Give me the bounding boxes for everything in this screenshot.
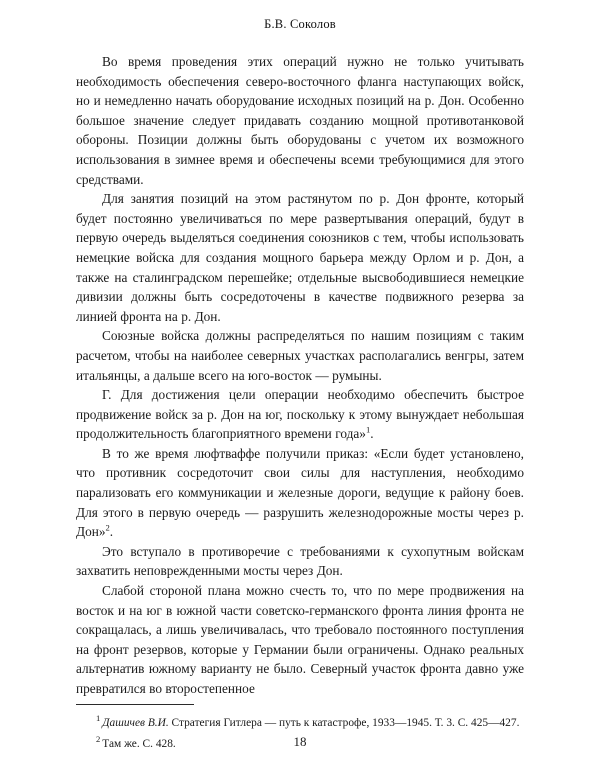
running-head: Б.В. Соколов [264, 17, 336, 31]
footnote-1-marker: 1 [96, 712, 101, 723]
page-number: 18 [293, 734, 307, 749]
footnote-2-text: Там же. С. 428. [102, 737, 176, 750]
paragraph-4-text: Г. Для достижения цели операции необходимо обеспечить быстрое продвижение войск за р. Дон на юг, поскольку к этому вынуждает небольшая продолжительность благоприятного времени года» [76, 387, 524, 442]
footnote-1-text: Стратегия Гитлера — путь к катастрофе, 1933—1945. Т. 3. С. 425—427. [168, 716, 520, 729]
document-page [0, 17, 600, 767]
footnote-separator [76, 704, 194, 705]
paragraph-3: Союзные войска должны распределяться по нашим позициям с таким расчетом, чтобы на наиболее северных участках располагались венгры, затем итальянцы, а дальше всего на юго-восток — румыны. [76, 328, 524, 383]
body-text-column [76, 52, 524, 699]
paragraph-7: Слабой стороной плана можно счесть то, что по мере продвижения на восток и на юг в южной части советско-германского фронта линия фронта не сокращалась, а лишь увеличивалась, что требовало постоянного поступления на фронт резервов, которые у Германии были ограничены. Однако реальных альтернатив южному варианту не было. Северный участок фронта давно уже превратился во второстепенное [76, 583, 524, 696]
paragraph-5: В то же время люфтваффе получили приказ: «Если будет установлено, что противник сосредоточит свои силы для наступления, необходимо парализовать его коммуникации и железные дороги, ведущие к району боев. Для этого в первую очередь — разрушить железнодорожные мосты через р. Дон»$^2$. [76, 445, 524, 540]
paragraph-4: Г. Для достижения цели операции необходимо обеспечить быстрое продвижение войск за р. Дон на юг, поскольку к этому вынуждает небольшая продолжительность благоприятного времени года»$^1$. [76, 387, 524, 442]
paragraph-1: Во время проведения этих операций нужно не только учитывать необходимость обеспечения северо-восточного фланга наступающих войск, но и немедленно начать оборудование исходных позиций на р. Дон. Особенно большое значение следует придавать созданию мощной противотанковой обороны. Позиции должны быть оборудованы с учетом их возможного использования в зимнее время и обеспечены всеми требующимися для этого средствами. [76, 54, 524, 187]
footnote-1-author: Дашичев В.И. [102, 716, 169, 729]
footnote-1 [76, 710, 524, 731]
footnote-ref-2: 2 [105, 522, 110, 533]
footnote-2-marker: 2 [96, 733, 101, 744]
paragraph-5-text: В то же время люфтваффе получили приказ: «Если будет установлено, что противник сосредоточит свои силы для наступления, необходимо парализовать его коммуникации и железные дороги, ведущие к району боев. Для этого в первую очередь — разрушить железнодорожные мосты через р. Дон» [76, 445, 524, 540]
footnote-ref-1: 1 [365, 424, 371, 435]
paragraph-6: Это вступало в противоречие с требованиями к сухопутным войскам захватить неповрежденными мосты через Дон. [76, 543, 524, 579]
paragraph-2: Для занятия позиций на этом растянутом по р. Дон фронте, который будет постоянно увеличиваться по мере развертывания операций, будут в первую очередь выделяться соединения союзников с тем, чтобы использовать немецкие войска для создания мощного барьера между Орлом и р. Дон, а также на сталинградском перешейке; отдельные высвободившиеся немецкие дивизии должны быть сосредоточены в качестве подвижного резерва за линией фронта на р. Дон. [76, 191, 524, 324]
